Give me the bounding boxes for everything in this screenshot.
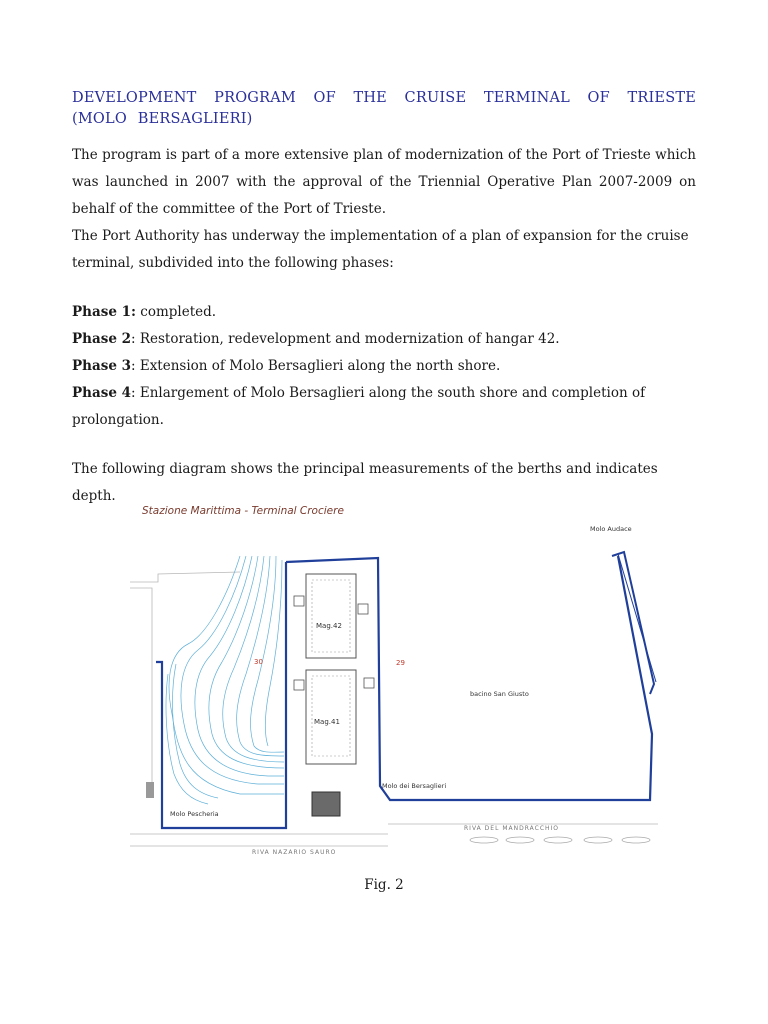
small-structure: [146, 782, 154, 798]
phase-2: [72, 326, 696, 353]
port-diagram: [128, 494, 660, 864]
paragraph-port-authority: The Port Authority has underway the implementation of a plan of expansion for the cruise terminal, subdivided into the following phases:: [72, 228, 689, 271]
molo-pescheria-outline: [156, 562, 286, 828]
label-molo-pescheria: Molo Pescheria: [170, 810, 219, 818]
molo-audace-pier: [612, 552, 654, 694]
phase-1: [72, 299, 696, 326]
label-molo-bersaglieri: Molo dei Bersaglieri: [382, 782, 447, 790]
label-mag41: Mag.41: [314, 718, 340, 726]
phase-2-text: : Restoration, redevelopment and modernization of hangar 42.: [131, 331, 560, 347]
phase-4-label: Phase 4: [72, 385, 131, 401]
paragraph-diagram-intro: The following diagram shows the principal measurements of the berths and indicates depth.: [72, 461, 658, 504]
molo-bersaglieri-outline: [286, 556, 652, 800]
depth-30: 30: [254, 658, 263, 666]
hangar-41: [294, 670, 374, 764]
label-riva-del-mandracchio: RIVA DEL MANDRACCHIO: [464, 825, 560, 832]
map-title: Stazione Marittima - Terminal Crociere: [142, 505, 344, 517]
phase-3-label: Phase 3: [72, 358, 131, 374]
port-map-drawing: [128, 494, 660, 864]
label-mag42: Mag.42: [316, 622, 342, 630]
phase-3-text: : Extension of Molo Bersaglieri along the north shore.: [131, 358, 501, 374]
riva-markings: [470, 837, 650, 843]
phase-1-text: completed.: [135, 304, 217, 320]
building-block: [312, 792, 340, 816]
document-heading: DEVELOPMENT PROGRAM OF THE CRUISE TERMINAL OF TRIESTE (MOLO BERSAGLIERI): [72, 90, 696, 127]
label-molo-audace: Molo Audace: [590, 525, 632, 533]
label-riva-nazario-sauro: RIVA NAZARIO SAURO: [252, 849, 337, 856]
label-bacino-san-giusto: bacino San Giusto: [470, 690, 529, 698]
figure-caption: Fig. 2: [364, 877, 404, 893]
phase-4: [72, 380, 696, 434]
phase-4-text: : Enlargement of Molo Bersaglieri along the south shore and completion of prolongation.: [72, 385, 646, 428]
paragraph-program: The program is part of a more extensive plan of modernization of the Port of Trieste which was launched in 2007 with the approval of the Triennial Operative Plan 2007-2009 on behalf of the committee of the Port of Trieste.: [72, 147, 696, 217]
phase-2-label: Phase 2: [72, 331, 131, 347]
phase-1-label: Phase 1:: [72, 304, 136, 320]
phase-3: [72, 353, 696, 380]
hangar-42: [294, 574, 368, 658]
depth-contours: [166, 556, 284, 804]
document-body: [72, 88, 696, 510]
depth-29: 29: [396, 659, 405, 667]
